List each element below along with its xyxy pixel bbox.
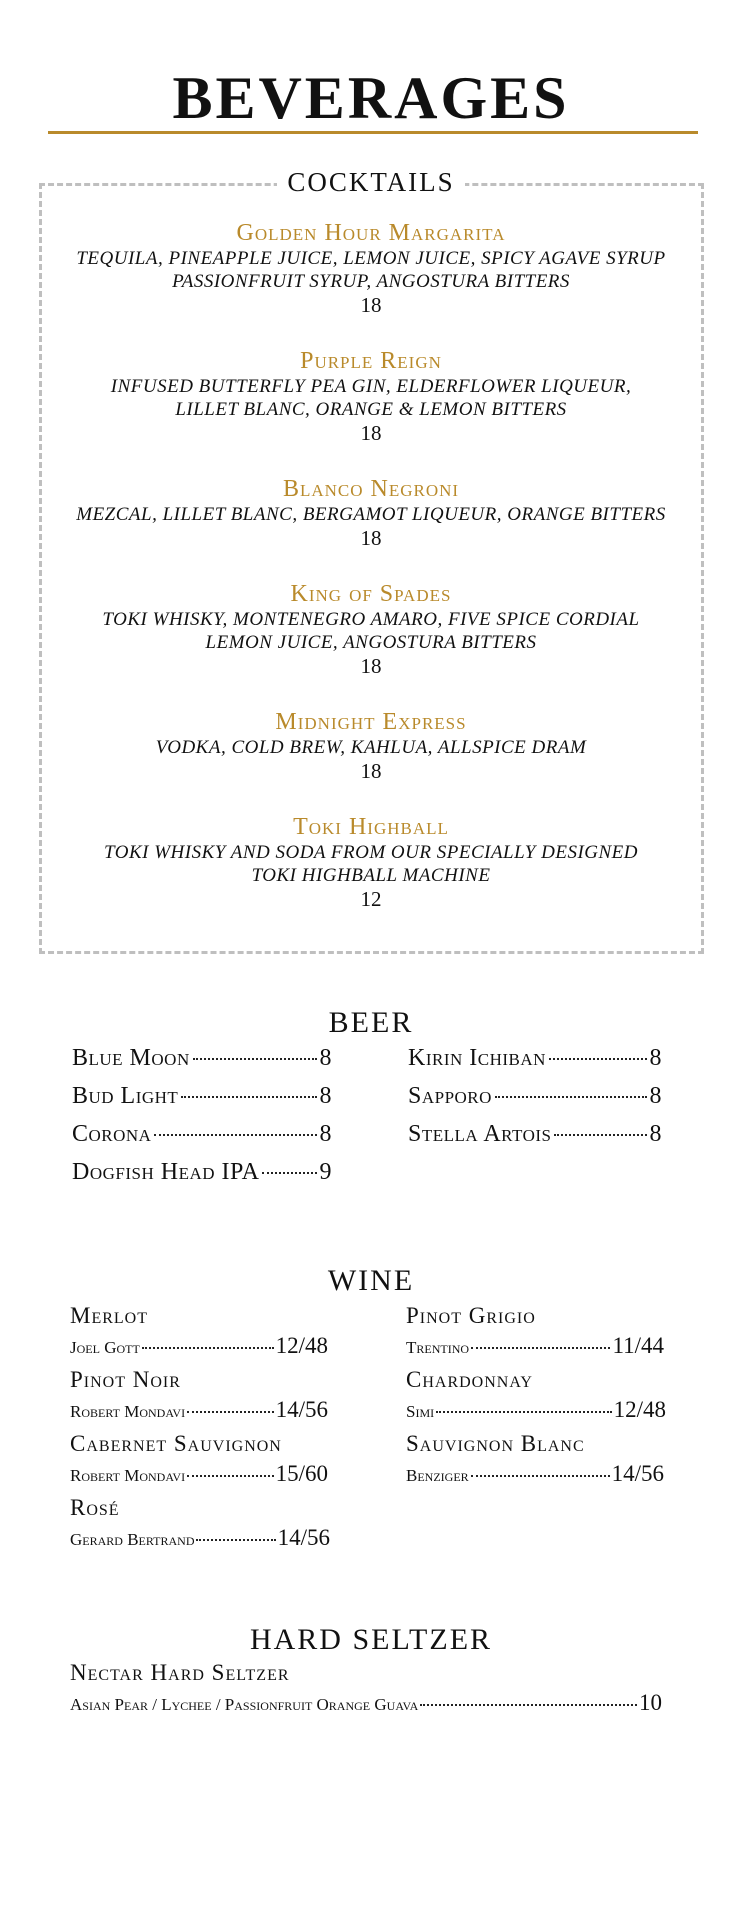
wine-detail [406,1397,666,1423]
beer-item [408,1121,662,1148]
leader-dots [471,1347,610,1349]
wine-producer: Simi [406,1402,435,1421]
cocktail-description: TOKI WHISKY AND SODA FROM OUR SPECIALLY DESIGNED [104,842,638,863]
cocktail-name: Golden Hour Margarita [236,220,506,246]
wine-producer: Benziger [406,1466,469,1485]
cocktail-name: Midnight Express [275,709,467,735]
leader-dots [420,1704,637,1706]
wine-price: 15/60 [275,1461,328,1486]
cocktail-description: TOKI WHISKY, MONTENEGRO AMARO, FIVE SPICE CORDIAL [102,609,640,630]
cocktail-item [48,580,694,678]
beer-name: Sapporo [408,1083,492,1109]
cocktail-price: 12 [360,887,382,911]
leader-dots [154,1134,316,1136]
leader-dots [187,1475,274,1477]
leader-dots [471,1475,610,1477]
cocktail-description: INFUSED BUTTERFLY PEA GIN, ELDERFLOWER LIQUEUR, [110,376,632,397]
beer-name: Bud Light [72,1083,179,1109]
wine-name: Cabernet Sauvignon [70,1431,282,1456]
page-title: BEVERAGES [172,65,570,131]
wine-heading: WINE [327,1264,415,1297]
wine-price: 14/56 [275,1397,328,1422]
leader-dots [436,1411,611,1413]
title-divider [48,131,698,134]
cocktail-description: LEMON JUICE, ANGOSTURA BITTERS [205,632,537,653]
beer-price: 9 [319,1159,332,1185]
wine-producer: Robert Mondavi [70,1402,186,1421]
seltzer-price: 10 [639,1690,662,1715]
cocktail-name: Blanco Negroni [282,476,460,502]
cocktail-price: 18 [360,759,382,783]
beer-price: 8 [319,1045,332,1071]
wine-producer: Joel Gott [70,1338,140,1357]
wine-price: 12/48 [275,1333,328,1358]
cocktails-heading: COCKTAILS [277,166,464,198]
beer-item [408,1045,662,1072]
cocktail-item [48,708,694,783]
wine-detail [70,1333,328,1359]
beer-name: Stella Artois [408,1121,552,1147]
wine-detail [406,1461,664,1487]
cocktail-description: LILLET BLANC, ORANGE & LEMON BITTERS [175,399,567,420]
cocktail-item [48,219,694,317]
seltzer-detail [70,1690,662,1716]
seltzer-flavors: Asian Pear / Lychee / Passionfruit Orange Guava [70,1695,419,1714]
wine-name: Sauvignon Blanc [406,1431,585,1456]
cocktail-name: Purple Reign [300,348,442,374]
cocktail-description: TEQUILA, PINEAPPLE JUICE, LEMON JUICE, SPICY AGAVE SYRUP [76,248,666,269]
leader-dots [187,1411,274,1413]
cocktail-price: 18 [360,654,382,678]
beer-price: 8 [649,1045,662,1071]
cocktail-description: TOKI HIGHBALL MACHINE [251,865,491,886]
beer-price: 8 [319,1121,332,1147]
wine-price: 14/56 [611,1461,664,1486]
beer-item [72,1083,332,1110]
wine-name: Pinot Noir [70,1367,181,1392]
beer-heading: BEER [328,1006,414,1039]
beer-price: 8 [649,1121,662,1147]
cocktail-price: 18 [360,293,382,317]
leader-dots [262,1172,316,1174]
cocktail-name: Toki Highball [293,814,449,840]
cocktail-description: MEZCAL, LILLET BLANC, BERGAMOT LIQUEUR, ORANGE BITTERS [76,504,666,525]
beer-price: 8 [319,1083,332,1109]
wine-name: Pinot Grigio [406,1303,536,1328]
wine-name: Merlot [70,1303,148,1328]
cocktails-heading-wrap [0,166,742,198]
beer-name: Corona [72,1121,152,1147]
cocktail-item [48,347,694,445]
wine-name: Chardonnay [406,1367,533,1392]
wine-detail [70,1461,328,1487]
seltzer-heading: HARD SELTZER [249,1623,493,1656]
leader-dots [196,1539,275,1541]
wine-producer: Robert Mondavi [70,1466,186,1485]
beer-item [408,1083,662,1110]
cocktail-description: VODKA, COLD BREW, KAHLUA, ALLSPICE DRAM [155,737,587,758]
leader-dots [554,1134,646,1136]
wine-producer: Trentino [406,1338,470,1357]
cocktail-item [48,813,694,911]
wine-detail [406,1333,664,1359]
leader-dots [181,1096,316,1098]
wine-detail [70,1397,328,1423]
beer-name: Kirin Ichiban [408,1045,546,1071]
beer-item [72,1121,332,1148]
beer-name: Dogfish Head IPA [72,1159,260,1185]
cocktail-description: PASSIONFRUIT SYRUP, ANGOSTURA BITTERS [172,271,570,292]
wine-price: 14/56 [277,1525,330,1550]
leader-dots [549,1058,647,1060]
cocktail-name: King of Spades [290,581,452,607]
wine-price: 11/44 [612,1333,664,1358]
cocktail-price: 18 [360,526,382,550]
beer-price: 8 [649,1083,662,1109]
wine-name: Rosé [70,1495,120,1520]
cocktail-price: 18 [360,421,382,445]
wine-price: 12/48 [613,1397,666,1422]
beer-item [72,1045,332,1072]
seltzer-name: Nectar Hard Seltzer [70,1660,290,1685]
beer-item [72,1159,332,1186]
leader-dots [495,1096,647,1098]
leader-dots [193,1058,317,1060]
beer-name: Blue Moon [72,1045,190,1071]
wine-detail [70,1525,330,1551]
leader-dots [142,1347,274,1349]
cocktail-item [48,475,694,550]
wine-producer: Gerard Bertrand [70,1530,195,1549]
